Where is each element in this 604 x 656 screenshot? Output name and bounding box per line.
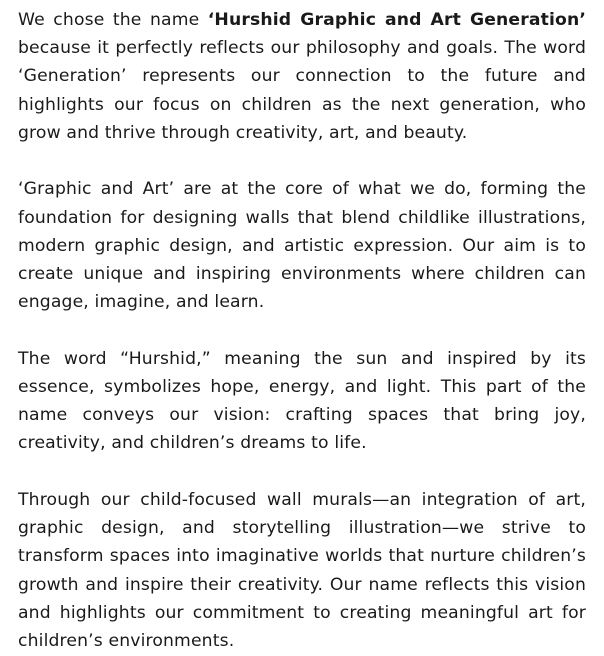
- paragraph-graphic-and-art: ‘Graphic and Art’ are at the core of what we do, forming the foundation for designing walls that blend childlike illustrations, modern graphic design, and artistic expression. Our aim is to create unique and inspiring environments where children can engage, imagine, and learn.: [18, 179, 586, 313]
- paragraph-rest-text: because it perfectly reflects our philosophy and goals. The word ‘Generation’ represents our connection to the future and highlights our focus on children as the next generation, who grow and thrive through creativity, art, and beauty.: [18, 38, 586, 143]
- company-name-highlight: ‘Hurshid Graphic and Art Generation’: [207, 10, 587, 30]
- paragraph-hurshid-meaning: The word “Hurshid,” meaning the sun and inspired by its essence, symbolizes hope, energy, and light. This part of the name conveys our vision: crafting spaces that bring joy, creativity, and children’s dreams to life.: [18, 348, 586, 454]
- paragraph-murals-vision: Through our child-focused wall murals—an integration of art, graphic design, and storytelling illustration—we strive to transform spaces into imaginative worlds that nurture children’s growth and inspire their creativity. Our name reflects this vision and highlights our commitment to creating meaningful art for children’s environments.: [18, 490, 586, 652]
- paragraph-lead-text: We chose the name: [18, 10, 208, 30]
- paragraph-name-origin: [18, 6, 586, 147]
